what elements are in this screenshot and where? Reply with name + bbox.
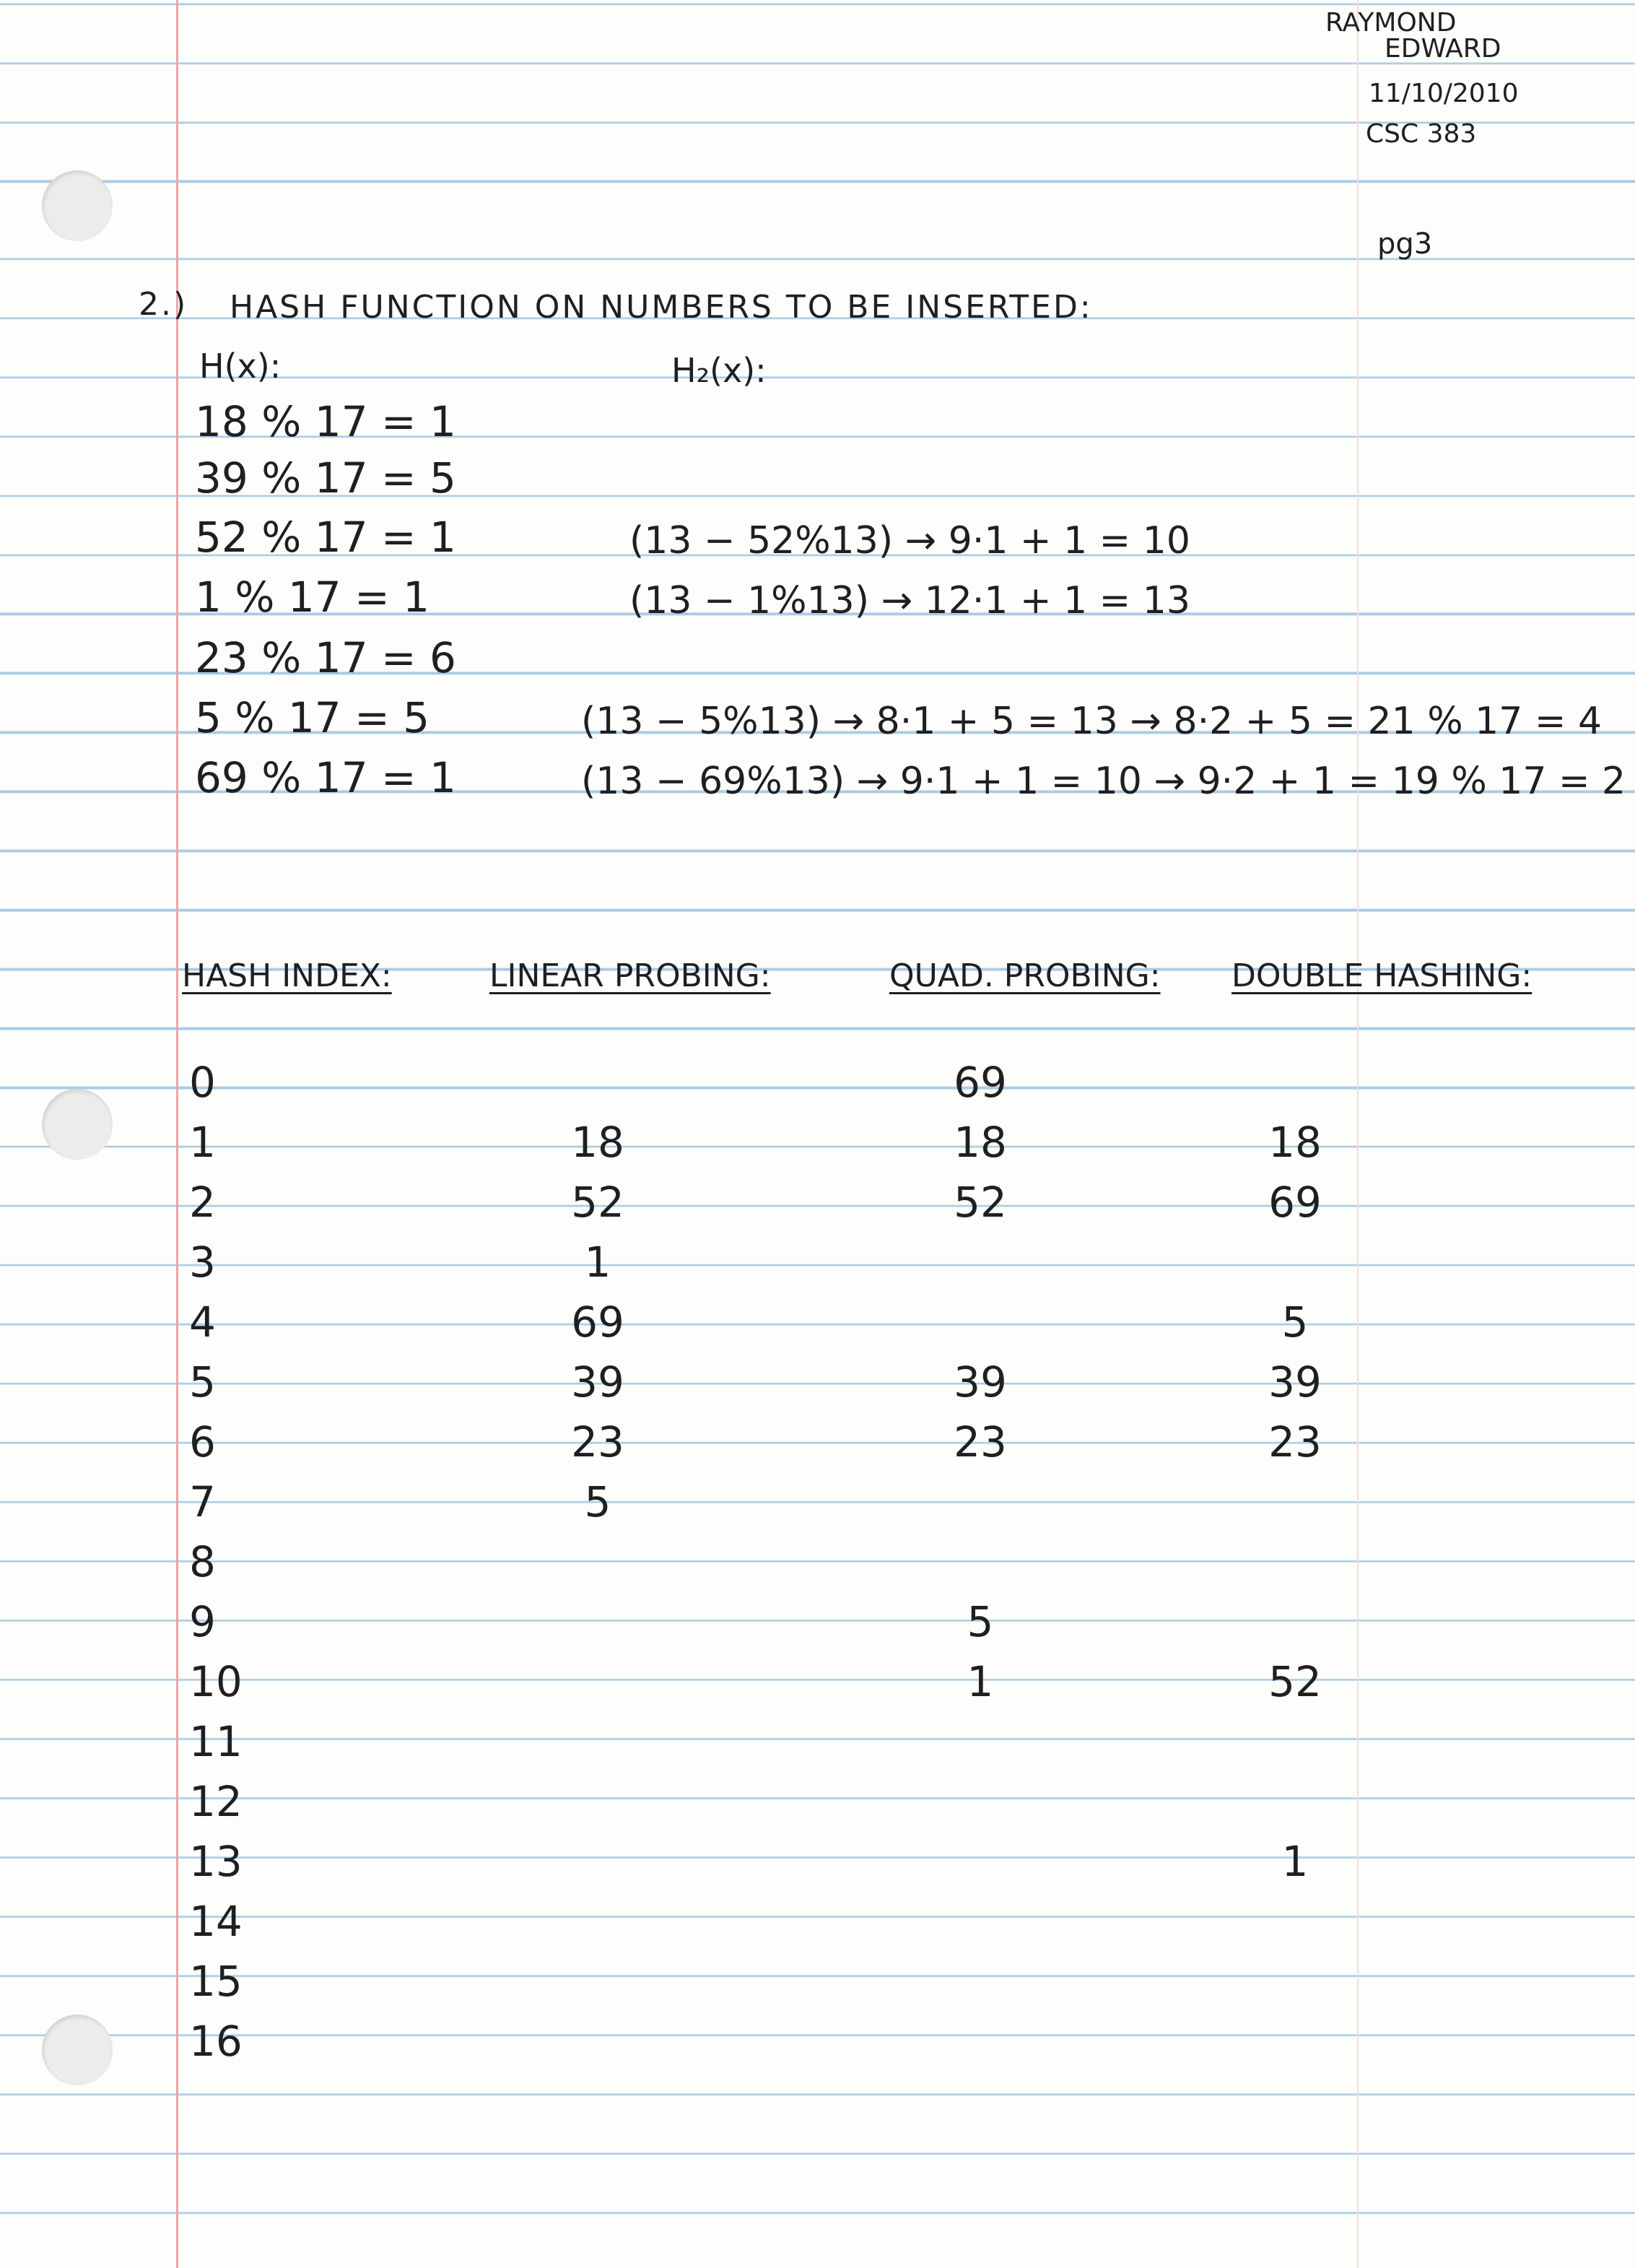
hash-index-cell: 16	[189, 2017, 243, 2066]
hash-index-cell: 6	[189, 1417, 216, 1467]
hash-index-cell: 1	[189, 1118, 216, 1167]
column-header-hash-index: HASH INDEX:	[182, 957, 392, 994]
h1-computation: 69 % 17 = 1	[195, 753, 456, 802]
quad-probing-cell: 5	[967, 1597, 994, 1646]
h1-computation: 23 % 17 = 6	[195, 633, 456, 682]
page-number: pg3	[1377, 227, 1433, 261]
h1-computation: 52 % 17 = 1	[195, 513, 456, 562]
h2-computation: (13 − 69%13) → 9·1 + 1 = 10 → 9·2 + 1 = 19 % 17 = 2	[581, 760, 1626, 803]
linear-probing-cell: 52	[571, 1178, 624, 1227]
hash-index-cell: 7	[189, 1477, 216, 1526]
double-hashing-cell: 5	[1281, 1298, 1309, 1347]
linear-probing-cell: 23	[571, 1417, 624, 1467]
hash-index-cell: 8	[189, 1537, 216, 1586]
hash-index-cell: 3	[189, 1238, 216, 1287]
linear-probing-cell: 1	[584, 1238, 611, 1287]
h2-computation: (13 − 5%13) → 8·1 + 5 = 13 → 8·2 + 5 = 21 % 17 = 4	[581, 700, 1603, 743]
quad-probing-cell: 18	[954, 1118, 1007, 1167]
double-hashing-cell: 69	[1268, 1178, 1322, 1227]
hash-index-cell: 5	[189, 1357, 216, 1407]
column-header-quad-probing: QUAD. PROBING:	[889, 957, 1161, 994]
column-header-linear-probing: LINEAR PROBING:	[489, 957, 771, 994]
h1-computation: 18 % 17 = 1	[195, 397, 456, 446]
hash-index-cell: 13	[189, 1837, 243, 1886]
problem-number: 2.)	[139, 286, 188, 323]
quad-probing-cell: 52	[954, 1178, 1007, 1227]
date: 11/10/2010	[1369, 79, 1519, 108]
linear-probing-cell: 69	[571, 1298, 624, 1347]
h2-label: H₂(x):	[671, 351, 767, 390]
h1-computation: 1 % 17 = 1	[195, 573, 430, 622]
quad-probing-cell: 23	[954, 1417, 1007, 1467]
binder-hole	[42, 2015, 113, 2085]
double-hashing-cell: 52	[1268, 1657, 1322, 1706]
double-hashing-cell: 23	[1268, 1417, 1322, 1467]
double-hashing-cell: 1	[1281, 1837, 1309, 1886]
hash-index-cell: 4	[189, 1298, 216, 1347]
problem-title: HASH FUNCTION ON NUMBERS TO BE INSERTED:	[230, 289, 1093, 326]
hash-index-cell: 0	[189, 1058, 216, 1107]
binder-hole	[42, 170, 113, 241]
column-header-double-hashing: DOUBLE HASHING:	[1231, 957, 1532, 994]
margin-line	[176, 0, 178, 2268]
double-hashing-cell: 18	[1268, 1118, 1322, 1167]
linear-probing-cell: 5	[584, 1477, 611, 1526]
quad-probing-cell: 39	[954, 1357, 1007, 1407]
binder-hole	[42, 1089, 113, 1160]
hash-index-cell: 12	[189, 1777, 243, 1826]
course-code: CSC 383	[1366, 119, 1477, 149]
hash-index-cell: 15	[189, 1957, 243, 2006]
linear-probing-cell: 18	[571, 1118, 624, 1167]
h1-computation: 5 % 17 = 5	[195, 693, 430, 742]
hash-index-cell: 11	[189, 1717, 243, 1766]
author-first-name: RAYMOND	[1325, 8, 1457, 38]
author-last-name: EDWARD	[1385, 34, 1501, 64]
h1-label: H(x):	[199, 347, 282, 386]
double-hashing-cell: 39	[1268, 1357, 1322, 1407]
h2-computation: (13 − 1%13) → 12·1 + 1 = 13	[629, 579, 1190, 622]
hash-index-cell: 14	[189, 1897, 243, 1946]
h1-computation: 39 % 17 = 5	[195, 453, 456, 503]
hash-index-cell: 2	[189, 1178, 216, 1227]
quad-probing-cell: 1	[967, 1657, 994, 1706]
h2-computation: (13 − 52%13) → 9·1 + 1 = 10	[629, 519, 1190, 562]
hash-index-cell: 10	[189, 1657, 243, 1706]
linear-probing-cell: 39	[571, 1357, 624, 1407]
hash-index-cell: 9	[189, 1597, 216, 1646]
quad-probing-cell: 69	[954, 1058, 1007, 1107]
